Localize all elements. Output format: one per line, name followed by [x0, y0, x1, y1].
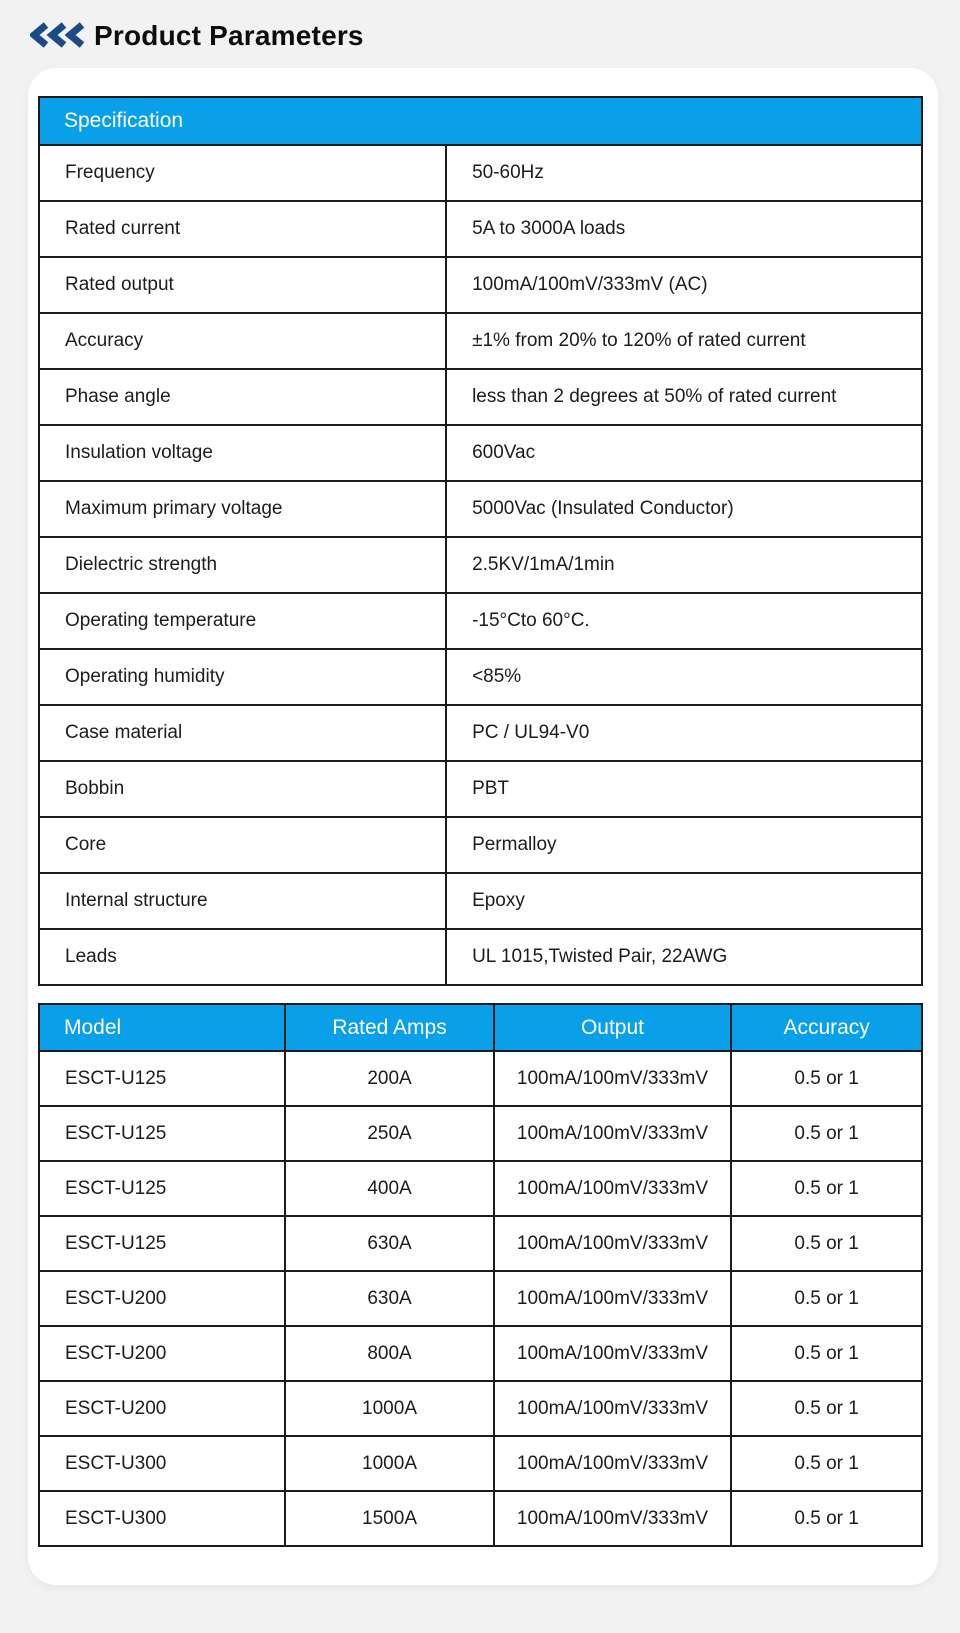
spec-row: [39, 929, 922, 985]
model-ratings-table: [38, 1003, 923, 1547]
accuracy-cell: 0.5 or 1: [731, 1051, 922, 1106]
spec-value: Permalloy: [446, 817, 922, 873]
rated-amps-cell: 630A: [285, 1216, 493, 1271]
spec-value: -15°Cto 60°C.: [446, 593, 922, 649]
output-cell: 100mA/100mV/333mV: [494, 1491, 732, 1546]
spec-row: [39, 817, 922, 873]
spec-label: Phase angle: [39, 369, 446, 425]
model-cell: ESCT-U300: [39, 1436, 285, 1491]
spec-row: [39, 481, 922, 537]
output-cell: 100mA/100mV/333mV: [494, 1326, 732, 1381]
col-header-accuracy: Accuracy: [731, 1004, 922, 1051]
page-title: Product Parameters: [94, 20, 364, 51]
rated-amps-cell: 800A: [285, 1326, 493, 1381]
rated-amps-cell: 1000A: [285, 1381, 493, 1436]
model-cell: ESCT-U200: [39, 1326, 285, 1381]
spec-label: Core: [39, 817, 446, 873]
model-row: [39, 1491, 922, 1546]
spec-label: Case material: [39, 705, 446, 761]
rated-amps-cell: 200A: [285, 1051, 493, 1106]
spec-row: [39, 425, 922, 481]
triple-left-chevron-icon: [30, 21, 86, 54]
spec-label: Insulation voltage: [39, 425, 446, 481]
spec-label: Maximum primary voltage: [39, 481, 446, 537]
rated-amps-cell: 1500A: [285, 1491, 493, 1546]
content-card: [28, 68, 938, 1585]
model-cell: ESCT-U200: [39, 1381, 285, 1436]
specification-table: [38, 96, 923, 986]
rated-amps-cell: 400A: [285, 1161, 493, 1216]
accuracy-cell: 0.5 or 1: [731, 1436, 922, 1491]
model-row: [39, 1216, 922, 1271]
col-header-rated-amps: Rated Amps: [285, 1004, 493, 1051]
accuracy-cell: 0.5 or 1: [731, 1326, 922, 1381]
output-cell: 100mA/100mV/333mV: [494, 1436, 732, 1491]
spec-row: [39, 313, 922, 369]
col-header-model: Model: [39, 1004, 285, 1051]
spec-label: Rated current: [39, 201, 446, 257]
spec-label: Dielectric strength: [39, 537, 446, 593]
rated-amps-cell: 250A: [285, 1106, 493, 1161]
model-row: [39, 1436, 922, 1491]
spec-label: Accuracy: [39, 313, 446, 369]
output-cell: 100mA/100mV/333mV: [494, 1106, 732, 1161]
spec-row: [39, 201, 922, 257]
spec-row: [39, 593, 922, 649]
output-cell: 100mA/100mV/333mV: [494, 1051, 732, 1106]
spec-value: 2.5KV/1mA/1min: [446, 537, 922, 593]
spec-row: [39, 873, 922, 929]
spec-value: 100mA/100mV/333mV (AC): [446, 257, 922, 313]
spec-value: UL 1015,Twisted Pair, 22AWG: [446, 929, 922, 985]
accuracy-cell: 0.5 or 1: [731, 1381, 922, 1436]
spec-value: 50-60Hz: [446, 145, 922, 201]
spec-row: [39, 761, 922, 817]
accuracy-cell: 0.5 or 1: [731, 1491, 922, 1546]
spec-value: Epoxy: [446, 873, 922, 929]
model-cell: ESCT-U125: [39, 1161, 285, 1216]
spec-value: ±1% from 20% to 120% of rated current: [446, 313, 922, 369]
spec-row: [39, 369, 922, 425]
spec-row: [39, 257, 922, 313]
model-row: [39, 1381, 922, 1436]
spec-value: PC / UL94-V0: [446, 705, 922, 761]
spec-label: Rated output: [39, 257, 446, 313]
model-header-row: [39, 1004, 922, 1051]
spec-row: [39, 649, 922, 705]
output-cell: 100mA/100mV/333mV: [494, 1161, 732, 1216]
model-row: [39, 1271, 922, 1326]
spec-row: [39, 537, 922, 593]
spec-label: Operating humidity: [39, 649, 446, 705]
accuracy-cell: 0.5 or 1: [731, 1271, 922, 1326]
spec-value: PBT: [446, 761, 922, 817]
model-row: [39, 1051, 922, 1106]
spec-value: 5000Vac (Insulated Conductor): [446, 481, 922, 537]
model-row: [39, 1161, 922, 1216]
model-cell: ESCT-U125: [39, 1051, 285, 1106]
spec-label: Bobbin: [39, 761, 446, 817]
col-header-output: Output: [494, 1004, 732, 1051]
accuracy-cell: 0.5 or 1: [731, 1161, 922, 1216]
model-cell: ESCT-U125: [39, 1216, 285, 1271]
spec-table-title: Specification: [39, 97, 922, 145]
spec-value: less than 2 degrees at 50% of rated current: [446, 369, 922, 425]
output-cell: 100mA/100mV/333mV: [494, 1271, 732, 1326]
spec-header-row: [39, 97, 922, 145]
model-cell: ESCT-U200: [39, 1271, 285, 1326]
spec-row: [39, 705, 922, 761]
model-cell: ESCT-U300: [39, 1491, 285, 1546]
accuracy-cell: 0.5 or 1: [731, 1106, 922, 1161]
output-cell: 100mA/100mV/333mV: [494, 1216, 732, 1271]
rated-amps-cell: 1000A: [285, 1436, 493, 1491]
model-row: [39, 1106, 922, 1161]
spec-value: <85%: [446, 649, 922, 705]
output-cell: 100mA/100mV/333mV: [494, 1381, 732, 1436]
spec-label: Internal structure: [39, 873, 446, 929]
spec-label: Frequency: [39, 145, 446, 201]
model-cell: ESCT-U125: [39, 1106, 285, 1161]
model-row: [39, 1326, 922, 1381]
spec-value: 5A to 3000A loads: [446, 201, 922, 257]
accuracy-cell: 0.5 or 1: [731, 1216, 922, 1271]
spec-value: 600Vac: [446, 425, 922, 481]
spec-label: Operating temperature: [39, 593, 446, 649]
rated-amps-cell: 630A: [285, 1271, 493, 1326]
spec-row: [39, 145, 922, 201]
section-title-row: [0, 0, 960, 54]
spec-label: Leads: [39, 929, 446, 985]
